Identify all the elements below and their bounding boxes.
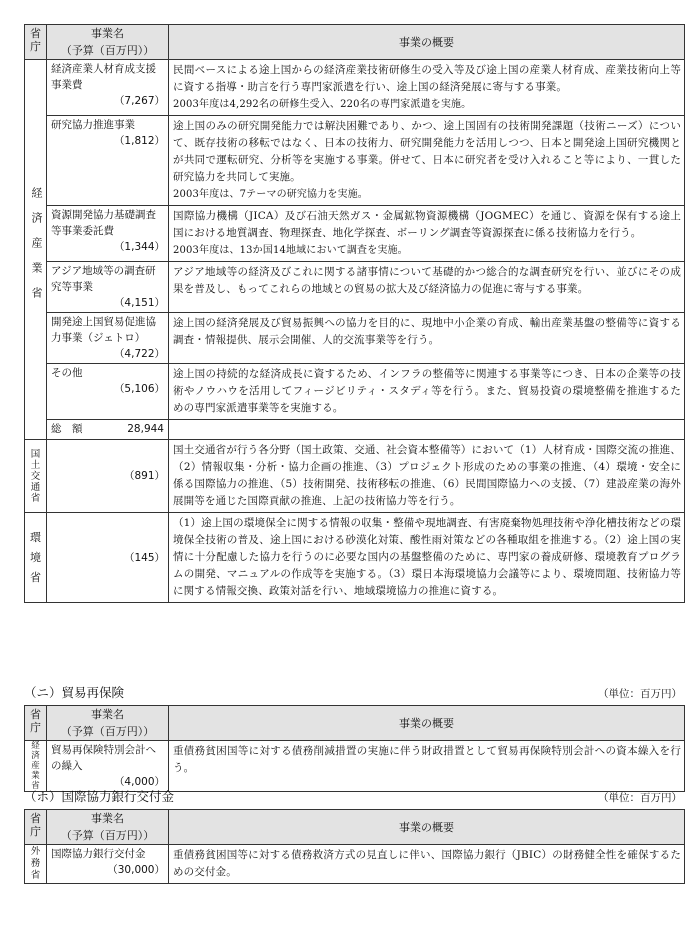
project-name-cell: （145） [47, 513, 169, 603]
ministry-cell-moe: 環境省 [25, 513, 47, 603]
header-project-name: 事業名 （予算（百万円）） [47, 810, 169, 845]
table-row [25, 513, 685, 603]
overview-cell: 民間ベースによる途上国からの経済産業技術研修生の受入等及び途上国の産業人材育成、産業技術向上等に資する指導・助言を行う専門家派遣を行い、途上国の経済発展に寄与する事業。 2003年度は4,292名の研修生受入、220名の専門家派遣を実施。 [169, 60, 685, 116]
table-bilateral-cooperation [24, 24, 685, 603]
header-project-name: 事業名 （予算（百万円）） [47, 706, 169, 741]
table-row [25, 60, 685, 116]
table-row [25, 206, 685, 262]
table-row [25, 440, 685, 513]
project-name-cell: 資源開発協力基礎調査等事業委託費 （1,344） [47, 206, 169, 262]
section-title-jbic-grant: （ホ）国際協力銀行交付金 [24, 789, 175, 804]
project-name-cell: 国際協力銀行交付金 （30,000） [47, 845, 169, 884]
table-row [25, 741, 685, 792]
project-name-cell: 経済産業人材育成支援事業費 （7,267） [47, 60, 169, 116]
unit-label: （単位：百万円） [598, 688, 682, 700]
header-ministry: 省庁 [25, 810, 47, 845]
overview-cell: 途上国のみの研究開発能力では解決困難であり、かつ、途上国固有の技術開発課題（技術ニーズ）について、既存技術の移転ではなく、日本の技術力、研究開発能力を活用しつつ、日本と開発途上国研究機関とが共同で運転研究、分析等を実施する事業。併せて、日本に研究者を受け入れること等により、一貫した研究協力を共同して実施。 2003年度は、7テーマの研究協力を実施。 [169, 116, 685, 206]
header-overview: 事業の概要 [169, 810, 685, 845]
project-name-cell: 開発途上国貿易促進協力事業（ジェトロ） （4,722） [47, 313, 169, 364]
total-cell [47, 420, 169, 440]
total-label: 総 額 [51, 423, 83, 435]
overview-cell: 途上国の持続的な経済成長に資するため、インフラの整備等に関連する事業等につき、日本の企業等の技術やノウハウを活用してフィージビリティ・スタディ等を行う。また、貿易投資の環境整備を推進するための専門家派遣事業等を実施する。 [169, 364, 685, 420]
project-name-cell: （891） [47, 440, 169, 513]
overview-cell: 重債務貧困国等に対する債務救済方式の見直しに伴い、国際協力銀行（JBIC）の財務健全性を確保するための交付金。 [169, 845, 685, 884]
table-header-row [25, 706, 685, 741]
unit-label: （単位：百万円） [598, 792, 682, 804]
overview-cell: 途上国の経済発展及び貿易振興への協力を目的に、現地中小企業の育成、輸出産業基盤の整備等に資する調査・情報提供、展示会開催、人的交流事業等を行う。 [169, 313, 685, 364]
header-overview: 事業の概要 [169, 25, 685, 60]
overview-cell: アジア地域等の経済及びこれに関する諸事情について基礎的かつ総合的な調査研究を行い、並びにその成果を普及し、もってこれらの地域との貿易の拡大及び経済協力の促進に寄与する事業。 [169, 262, 685, 313]
header-overview: 事業の概要 [169, 706, 685, 741]
project-name-cell: アジア地域等の調査研究等事業 （4,151） [47, 262, 169, 313]
table-row [25, 364, 685, 420]
table-trade-reinsurance [24, 705, 685, 792]
header-project-name: 事業名 （予算（百万円）） [47, 25, 169, 60]
project-name-cell: 貿易再保険特別会計への繰入 （4,000） [47, 741, 169, 792]
ministry-cell-mofa: 外務省 [25, 845, 47, 884]
ministry-cell-meti: 経済産業省 [25, 60, 47, 440]
total-overview-cell [169, 420, 685, 440]
overview-cell: （1）途上国の環境保全に関する情報の収集・整備や現地調査、有害廃棄物処理技術や浄化槽技術などの環境保全技術の普及、途上国における砂漠化対策、酸性雨対策などの各種取組を推進する。（2）途上国の実情に十分配慮した協力を行うのに必要な国内の基盤整備のために、専門家の養成研修、環境教育プログラムの開発、マニュアルの作成等を実施する。（3）環日本海環境協力会議等により、環境問題、技術協力等に関する情報交換、政策対話を行い、地域環境協力の推進に資する。 [169, 513, 685, 603]
section-title-trade-reinsurance: （ニ）貿易再保険 [24, 685, 125, 700]
overview-cell: 重債務貧困国等に対する債務削減措置の実施に伴う財政措置として貿易再保険特別会計への資本繰入を行う。 [169, 741, 685, 792]
table-row [25, 262, 685, 313]
header-ministry: 省庁 [25, 706, 47, 741]
table-header-row [25, 810, 685, 845]
table-row [25, 845, 685, 884]
ministry-cell-mlit: 国土交通省 [25, 440, 47, 513]
ministry-cell-meti: 経済産業省 [25, 741, 47, 792]
overview-cell: 国際協力機構（JICA）及び石油天然ガス・金属鉱物資源機構（JOGMEC）を通じ、資源を保有する途上国における地質調査、物理探査、地化学探査、ボーリング調査等資源探査に係る技術協力を行う。 2003年度は、13か国14地域において調査を実施。 [169, 206, 685, 262]
table-jbic-grant [24, 809, 685, 884]
project-name-cell: その他 （5,106） [47, 364, 169, 420]
project-name-cell: 研究協力推進事業 （1,812） [47, 116, 169, 206]
total-row [25, 420, 685, 440]
total-value: 28,944 [127, 423, 164, 435]
table-header-row [25, 25, 685, 60]
header-ministry: 省庁 [25, 25, 47, 60]
table-row [25, 116, 685, 206]
overview-cell: 国土交通省が行う各分野（国土政策、交通、社会資本整備等）において（1）人材育成・国際交流の推進、（2）情報収集・分析・協力企画の推進、（3）プロジェクト形成のための事業の推進、（4）環境・安全に係る国際協力の推進、（5）技術開発、技術移転の推進、（6）民間国際協力への支援、（7）建設産業の海外展開等を通じた国際貢献の推進、上記の技術協力等を行う。 [169, 440, 685, 513]
table-row [25, 313, 685, 364]
